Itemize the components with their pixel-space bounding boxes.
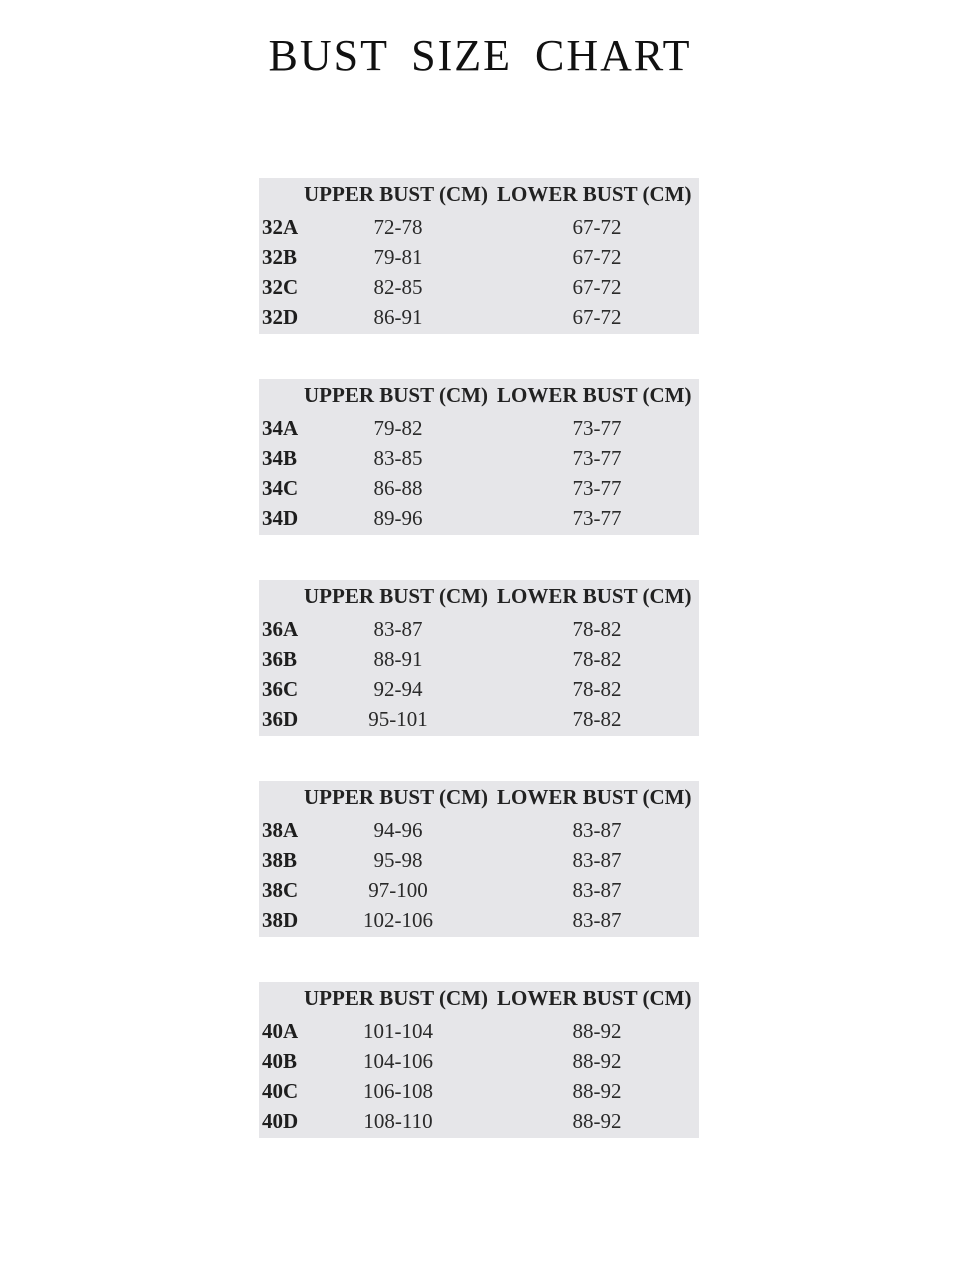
upper-bust-value: 95-98 (373, 848, 423, 872)
upper-bust-value: 101-104 (363, 1019, 433, 1043)
upper-bust-value: 89-96 (373, 506, 423, 530)
size-label: 38B (262, 848, 298, 872)
upper-bust-value: 97-100 (368, 878, 428, 902)
table-row (259, 1076, 699, 1106)
table-row (259, 845, 699, 875)
upper-bust-header: UPPER BUST (CM) (304, 584, 488, 608)
upper-bust-value: 106-108 (363, 1079, 433, 1103)
upper-bust-header: UPPER BUST (CM) (304, 383, 488, 407)
lower-bust-value: 88-92 (572, 1049, 622, 1073)
upper-bust-value: 82-85 (373, 275, 423, 299)
upper-bust-value: 79-81 (373, 245, 423, 269)
lower-bust-value: 78-82 (572, 707, 622, 731)
table-row (259, 473, 699, 503)
size-label: 34A (262, 416, 299, 440)
upper-bust-value: 104-106 (363, 1049, 433, 1073)
size-label: 34B (262, 446, 298, 470)
size-table-36 (259, 580, 699, 736)
size-label: 32B (262, 245, 298, 269)
size-label: 38D (262, 908, 299, 932)
size-label: 40D (262, 1109, 299, 1133)
table-row (259, 242, 699, 272)
upper-bust-value: 94-96 (373, 818, 423, 842)
upper-bust-value: 88-91 (373, 647, 423, 671)
lower-bust-header: LOWER BUST (CM) (497, 584, 692, 608)
table-header (259, 781, 699, 813)
lower-bust-value: 83-87 (572, 908, 622, 932)
table-header (259, 580, 699, 612)
upper-bust-header: UPPER BUST (CM) (304, 986, 488, 1010)
upper-bust-value: 108-110 (363, 1109, 433, 1133)
table-row (259, 674, 699, 704)
table-row (259, 704, 699, 734)
upper-bust-value: 86-88 (373, 476, 423, 500)
size-label: 32C (262, 275, 299, 299)
size-label: 40A (262, 1019, 299, 1043)
upper-bust-value: 83-87 (373, 617, 423, 641)
table-row (259, 644, 699, 674)
size-label: 38C (262, 878, 299, 902)
size-table-32 (259, 178, 699, 334)
size-label: 36B (262, 647, 298, 671)
table-row (259, 413, 699, 443)
size-label: 36A (262, 617, 299, 641)
lower-bust-header: LOWER BUST (CM) (497, 785, 692, 809)
upper-bust-value: 86-91 (373, 305, 423, 329)
table-row (259, 1106, 699, 1136)
size-label: 36C (262, 677, 299, 701)
lower-bust-value: 73-77 (572, 506, 622, 530)
upper-bust-value: 102-106 (363, 908, 433, 932)
lower-bust-value: 83-87 (572, 878, 622, 902)
upper-bust-value: 83-85 (373, 446, 423, 470)
lower-bust-value: 73-77 (572, 476, 622, 500)
lower-bust-header: LOWER BUST (CM) (497, 986, 692, 1010)
table-row (259, 212, 699, 242)
table-row (259, 272, 699, 302)
table-header (259, 379, 699, 411)
size-label: 36D (262, 707, 299, 731)
size-label: 34D (262, 506, 299, 530)
upper-bust-header: UPPER BUST (CM) (304, 785, 488, 809)
lower-bust-value: 78-82 (572, 677, 622, 701)
table-row (259, 815, 699, 845)
lower-bust-header: LOWER BUST (CM) (497, 383, 692, 407)
size-label: 40C (262, 1079, 299, 1103)
size-label: 38A (262, 818, 299, 842)
size-table-38 (259, 781, 699, 937)
lower-bust-value: 67-72 (572, 305, 622, 329)
lower-bust-value: 83-87 (572, 818, 622, 842)
table-row (259, 614, 699, 644)
lower-bust-value: 67-72 (572, 215, 622, 239)
table-row (259, 302, 699, 332)
table-row (259, 503, 699, 533)
size-label: 34C (262, 476, 299, 500)
table-row (259, 905, 699, 935)
table-row (259, 443, 699, 473)
table-row (259, 1016, 699, 1046)
lower-bust-value: 67-72 (572, 245, 622, 269)
upper-bust-value: 72-78 (373, 215, 423, 239)
lower-bust-value: 88-92 (572, 1079, 622, 1103)
table-header (259, 982, 699, 1014)
table-row (259, 875, 699, 905)
lower-bust-value: 78-82 (572, 647, 622, 671)
page-title: BUST SIZE CHART (268, 31, 692, 80)
lower-bust-value: 78-82 (572, 617, 622, 641)
table-row (259, 1046, 699, 1076)
lower-bust-header: LOWER BUST (CM) (497, 182, 692, 206)
size-label: 32A (262, 215, 299, 239)
lower-bust-value: 88-92 (572, 1109, 622, 1133)
table-header (259, 178, 699, 210)
upper-bust-value: 92-94 (373, 677, 423, 701)
upper-bust-header: UPPER BUST (CM) (304, 182, 488, 206)
size-label: 32D (262, 305, 299, 329)
upper-bust-value: 79-82 (373, 416, 423, 440)
lower-bust-value: 88-92 (572, 1019, 622, 1043)
upper-bust-value: 95-101 (368, 707, 428, 731)
lower-bust-value: 73-77 (572, 416, 622, 440)
lower-bust-value: 73-77 (572, 446, 622, 470)
lower-bust-value: 67-72 (572, 275, 622, 299)
size-table-34 (259, 379, 699, 535)
size-label: 40B (262, 1049, 298, 1073)
lower-bust-value: 83-87 (572, 848, 622, 872)
size-table-40 (259, 982, 699, 1138)
